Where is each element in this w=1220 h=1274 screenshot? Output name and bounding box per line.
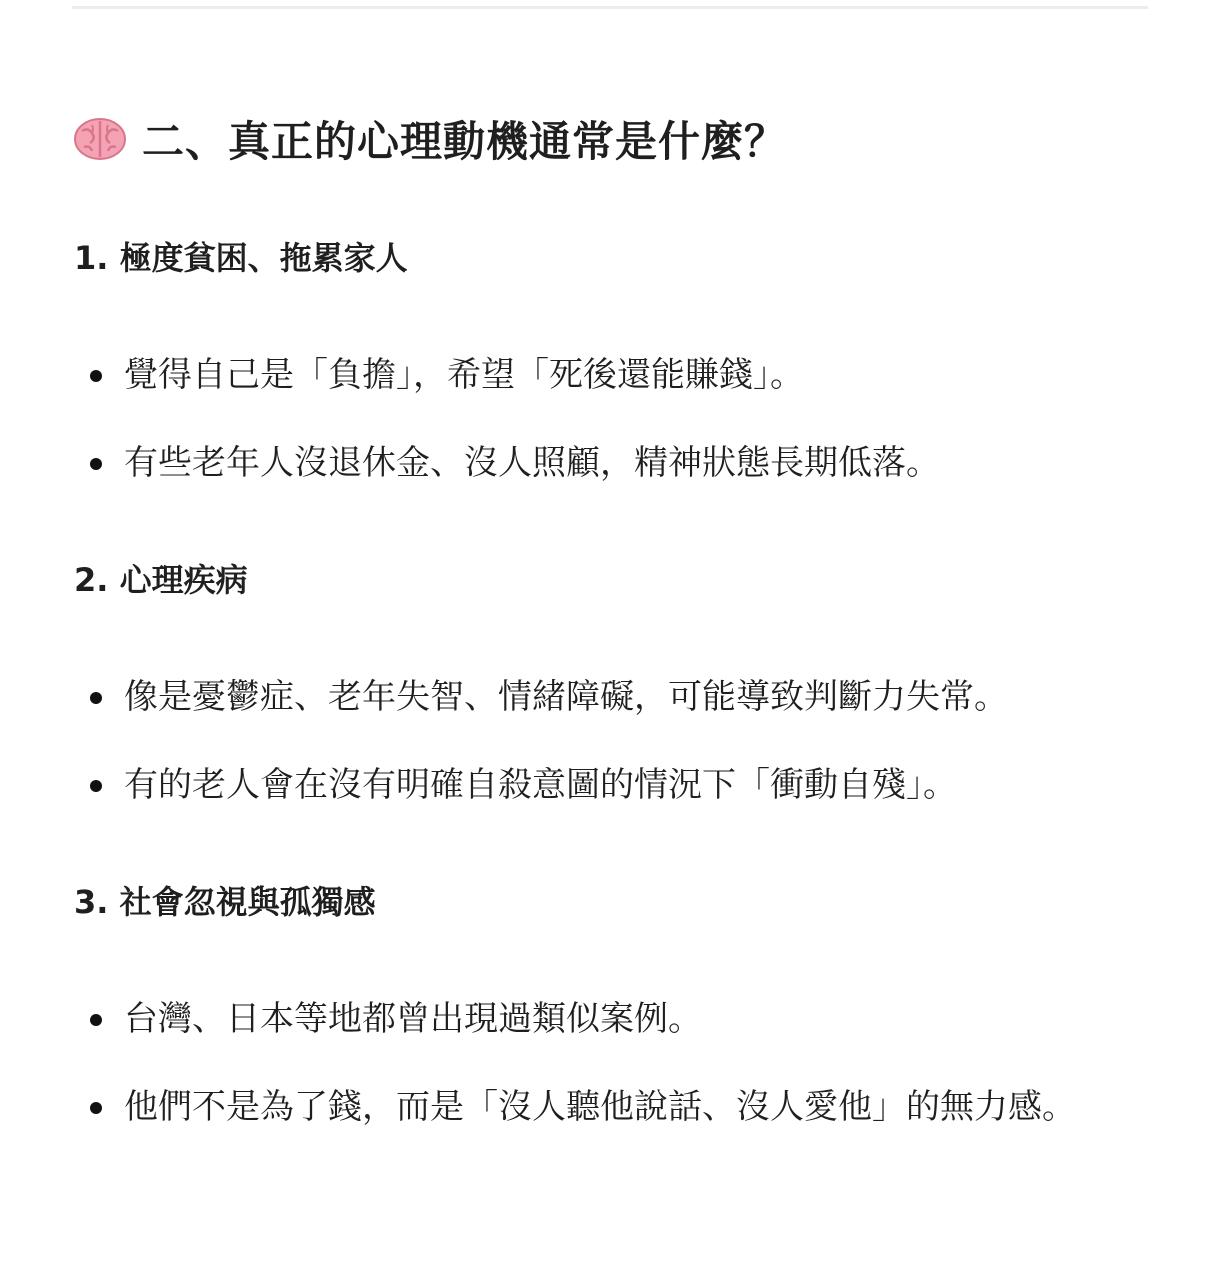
bullet-dot xyxy=(90,458,102,470)
list-item xyxy=(88,990,1148,1048)
bullet-dot xyxy=(90,780,102,792)
bullet-dot xyxy=(90,692,102,704)
list-item-text: 有的老人會在沒有明確自殺意圖的情況下「衝動自殘」。 xyxy=(124,765,957,805)
page-heading xyxy=(74,110,787,168)
list-item-text: 台灣、日本等地都曾出現過類似案例。 xyxy=(124,999,702,1039)
list-item xyxy=(88,434,1148,492)
bullet-dot xyxy=(90,1014,102,1026)
top-divider xyxy=(72,6,1148,9)
list-item xyxy=(88,668,1148,726)
section-title: 1. 極度貧困、拖累家人 xyxy=(74,239,408,277)
section-title: 3. 社會忽視與孤獨感 xyxy=(74,883,376,921)
list-item-text: 覺得自己是「負擔」，希望「死後還能賺錢」。 xyxy=(124,355,804,395)
list-item-text: 他們不是為了錢，而是「沒人聽他說話、沒人愛他」的無力感。 xyxy=(124,1087,1076,1127)
heading-text: 二、真正的心理動機通常是什麼？ xyxy=(142,117,788,166)
bullet-dot xyxy=(90,370,102,382)
list-item xyxy=(88,756,1148,814)
bullet-dot xyxy=(90,1102,102,1114)
list-item xyxy=(88,1078,1148,1136)
list-item xyxy=(88,346,1148,404)
list-item-text: 有些老年人沒退休金、沒人照顧，精神狀態長期低落。 xyxy=(124,443,940,483)
brain-icon xyxy=(74,117,126,161)
section-title: 2. 心理疾病 xyxy=(74,561,248,599)
list-item-text: 像是憂鬱症、老年失智、情緒障礙，可能導致判斷力失常。 xyxy=(124,677,1008,717)
